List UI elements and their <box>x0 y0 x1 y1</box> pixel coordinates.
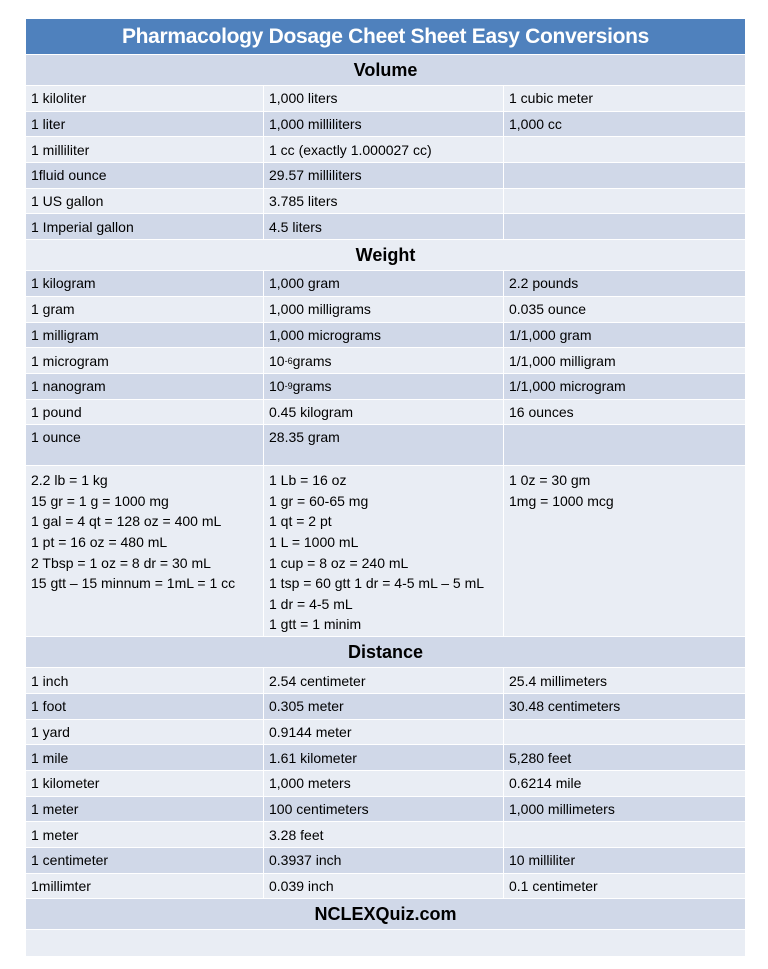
table-cell <box>504 137 745 162</box>
table-row <box>26 374 745 400</box>
equivalent-line: 1 gal = 4 qt = 128 oz = 400 mL <box>31 513 222 530</box>
table-cell: 1 yard <box>26 720 264 745</box>
table-cell: 2.2 pounds <box>509 275 579 292</box>
table-cell: 100 centimeters <box>264 797 504 822</box>
table-cell: 0.45 kilogram <box>264 400 504 425</box>
equivalent-line: 1mg = 1000 mcg <box>509 492 614 509</box>
table-cell: 1 kilogram <box>26 271 264 296</box>
table-cell: 10 -9 grams <box>264 374 504 399</box>
table-cell: 1 cc (exactly 1.000027 cc) <box>264 137 504 162</box>
table-cell: 1 inch <box>26 668 264 693</box>
table-cell: 1 meter <box>26 797 264 822</box>
table-cell: 30.48 centimeters <box>509 698 621 715</box>
table-cell: 3.28 feet <box>264 822 504 847</box>
conversion-table <box>26 19 745 957</box>
table-cell: 1 microgram <box>26 348 264 373</box>
table-cell: 10 milliliter <box>509 852 576 869</box>
equivalent-line: 1 0z = 30 gm <box>509 472 591 489</box>
equivalent-line: 15 gr = 1 g = 1000 mg <box>31 492 169 509</box>
volume-rows <box>26 86 745 240</box>
equivalents-row <box>26 466 745 637</box>
table-cell: 0.305 meter <box>264 694 504 719</box>
table-row <box>26 400 745 426</box>
equivalent-line: 1 L = 1000 mL <box>269 534 359 551</box>
table-cell: 0.035 ounce <box>509 301 587 318</box>
section-heading-volume: Volume <box>26 55 745 86</box>
equivalent-line: 1 cup = 8 oz = 240 mL <box>269 554 409 571</box>
table-row <box>26 163 745 189</box>
equivalent-line: 1 tsp = 60 gtt 1 dr = 4-5 mL – 5 mL <box>269 575 485 592</box>
table-cell <box>504 189 745 214</box>
table-cell <box>504 822 745 847</box>
table-row <box>26 189 745 215</box>
table-row <box>26 323 745 349</box>
page-title: Pharmacology Dosage Cheet Sheet Easy Conversions <box>26 19 745 55</box>
table-row <box>26 668 745 694</box>
table-cell: 25.4 millimeters <box>509 672 608 689</box>
table-cell: 1 foot <box>26 694 264 719</box>
equivalent-line: 15 gtt – 15 minnum = 1mL = 1 cc <box>31 575 236 592</box>
table-row <box>26 797 745 823</box>
table-cell: 4.5 liters <box>264 214 504 239</box>
distance-rows <box>26 668 745 899</box>
table-cell: 1,000 micrograms <box>264 323 504 348</box>
table-row <box>26 848 745 874</box>
table-cell <box>504 720 745 745</box>
table-cell: 1 meter <box>26 822 264 847</box>
table-row <box>26 771 745 797</box>
equivalent-line: 1 Lb = 16 oz <box>269 472 347 489</box>
table-row <box>26 425 745 466</box>
table-cell: 0.6214 mile <box>509 775 582 792</box>
table-cell: 1 liter <box>26 112 264 137</box>
footer-site-name: NCLEXQuiz.com <box>26 899 745 930</box>
table-cell: 1 kilometer <box>26 771 264 796</box>
empty-footer-row <box>26 930 745 957</box>
table-cell: 1 mile <box>26 745 264 770</box>
table-cell: 1/1,000 gram <box>509 326 592 343</box>
table-cell: 1,000 liters <box>264 86 504 111</box>
table-cell: 1 cubic meter <box>509 90 594 107</box>
table-row <box>26 86 745 112</box>
table-cell: 1 ounce <box>26 425 264 465</box>
table-row <box>26 271 745 297</box>
table-cell: 5,280 feet <box>509 749 572 766</box>
exponent: -9 <box>284 381 293 392</box>
table-cell: 1fluid ounce <box>26 163 264 188</box>
equivalent-line: 2.2 lb = 1 kg <box>31 472 108 489</box>
table-row <box>26 297 745 323</box>
table-cell: 0.9144 meter <box>264 720 504 745</box>
table-row <box>26 874 745 900</box>
table-cell <box>504 214 745 239</box>
table-cell: 10 -6 grams <box>264 348 504 373</box>
table-cell: 3.785 liters <box>264 189 504 214</box>
table-cell: 29.57 milliliters <box>264 163 504 188</box>
table-cell: 2.54 centimeter <box>264 668 504 693</box>
section-heading-weight: Weight <box>26 240 745 271</box>
equivalent-line: 1 gr = 60-65 mg <box>269 492 369 509</box>
equivalent-line: 1 qt = 2 pt <box>269 513 332 530</box>
table-row <box>26 822 745 848</box>
table-cell: 1 pound <box>26 400 264 425</box>
table-cell: 1 Imperial gallon <box>26 214 264 239</box>
table-cell: 1 gram <box>26 297 264 322</box>
equivalents-column-1 <box>26 466 264 636</box>
table-cell: 1 milliliter <box>26 137 264 162</box>
table-cell <box>504 163 745 188</box>
equivalents-column-2 <box>264 466 504 636</box>
table-cell: 1,000 milliliters <box>264 112 504 137</box>
equivalent-line: 1 gtt = 1 minim <box>269 616 362 633</box>
table-row <box>26 694 745 720</box>
table-cell: 1/1,000 microgram <box>509 378 626 395</box>
table-row <box>26 137 745 163</box>
table-cell: 1,000 gram <box>264 271 504 296</box>
table-cell: 1 milligram <box>26 323 264 348</box>
table-cell: 1,000 cc <box>509 116 562 133</box>
exponent: -6 <box>284 355 293 366</box>
table-cell: 0.039 inch <box>264 874 504 899</box>
table-cell: 1 centimeter <box>26 848 264 873</box>
table-cell: 16 ounces <box>509 403 574 420</box>
table-cell <box>504 425 745 465</box>
table-row <box>26 112 745 138</box>
table-row <box>26 348 745 374</box>
table-cell: 1,000 milligrams <box>264 297 504 322</box>
equivalents-column-3 <box>504 466 745 636</box>
table-cell: 1/1,000 milligram <box>509 352 616 369</box>
table-cell: 1 nanogram <box>26 374 264 399</box>
table-row <box>26 745 745 771</box>
table-cell: 1 US gallon <box>26 189 264 214</box>
table-cell: 1,000 meters <box>264 771 504 796</box>
equivalent-line: 1 dr = 4-5 mL <box>269 595 353 612</box>
equivalent-line: 1 pt = 16 oz = 480 mL <box>31 534 168 551</box>
weight-rows <box>26 271 745 466</box>
section-heading-distance: Distance <box>26 637 745 668</box>
table-cell: 1,000 millimeters <box>509 801 615 818</box>
equivalent-line: 2 Tbsp = 1 oz = 8 dr = 30 mL <box>31 554 211 571</box>
table-cell: 1 kiloliter <box>26 86 264 111</box>
table-cell: 0.1 centimeter <box>509 878 598 895</box>
table-cell: 0.3937 inch <box>264 848 504 873</box>
table-row <box>26 720 745 746</box>
table-cell: 1millimter <box>26 874 264 899</box>
table-cell: 28.35 gram <box>264 425 504 465</box>
table-cell: 1.61 kilometer <box>264 745 504 770</box>
table-row <box>26 214 745 240</box>
